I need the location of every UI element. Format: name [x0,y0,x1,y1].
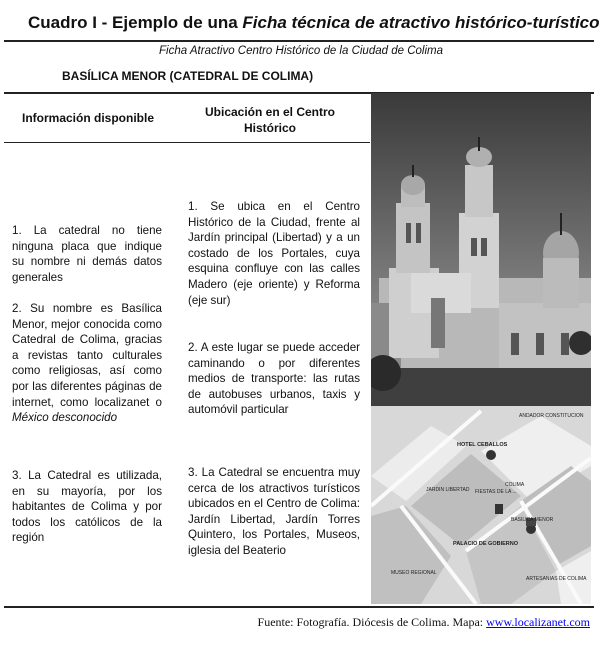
source-link[interactable]: www.localizanet.com [486,615,590,629]
location-map [371,406,591,604]
location-item-1: 1. Se ubica en el Centro Histórico de la Ciudad, frente al Jardín principal (Libertad) y a un costado de los Portales, cuya esquina confluye con las calles Madero (eje oriente) y Reforma (eje sur) [188,200,360,307]
source-note [258,615,590,630]
top-rule [4,40,594,42]
map-label-jardin: JARDIN LIBERTAD [426,487,470,493]
location-item-2: 2. A este lugar se puede acceder caminando o por diferentes medios de transporte: las rutas de autobuses urbanos, taxis y automóvil particular [188,341,360,417]
column-header-info: Información disponible [21,111,154,125]
map-label-fiestas: FIESTAS DE LA ... [475,489,517,495]
location-item-3: 3. La Catedral se encuentra muy cerca de los atractivos turísticos ubicados en el Centro de Colima: Jardín Libertad, Jardín Torres Quintero, los Portales, Museos, iglesia del Beaterio [188,466,360,557]
info-item-2-text: 2. Su nombre es Basílica Menor, mejor conocida como Catedral de Colima, gracias a revistas tanto culturales como religiosas, así como por las diferentes páginas de internet, como localizanet o [12,302,162,409]
map-label-museo: MUSEO REGIONAL [391,570,437,576]
title-italic: Ficha técnica de atractivo histórico-turístico [242,13,600,32]
header-bottom-rule [4,142,370,143]
source-text: Fuente: Fotografía. Diócesis de Colima. Mapa: [257,615,487,629]
map-label-artesanias: ARTESANIAS DE COLIMA [526,576,587,582]
map-label-colima: COLIMA [505,482,525,488]
map-label-palacio: PALACIO DE GOBIERNO [453,541,518,547]
subtitle: Ficha Atractivo Centro Histórico de la Ciudad de Colima [158,45,443,57]
map-label-basilica: BASILICA MENOR [511,517,554,523]
map-label-hotel: HOTEL CEBALLOS [457,442,508,448]
column-header-location: Ubicación en el Centro Histórico [204,105,336,135]
info-item-3: 3. La Catedral es utilizada, en su mayoría, por los habitantes de Colima y por todos los católicos de la región [12,469,162,545]
table-title [28,13,600,33]
bottom-rule [4,606,594,608]
cathedral-photo [371,93,591,406]
info-item-1: 1. La catedral no tiene ninguna placa que indique su nombre ni demás datos generales [12,224,162,284]
title-lead: Cuadro I - Ejemplo de una [28,13,243,32]
info-item-2-italic: México desconocido [12,411,118,425]
map-label-constitucion: ANDADOR CONSTITUCION [519,413,584,419]
info-item-2 [12,301,162,426]
attraction-heading: BASÍLICA MENOR (CATEDRAL DE COLIMA) [62,69,314,83]
